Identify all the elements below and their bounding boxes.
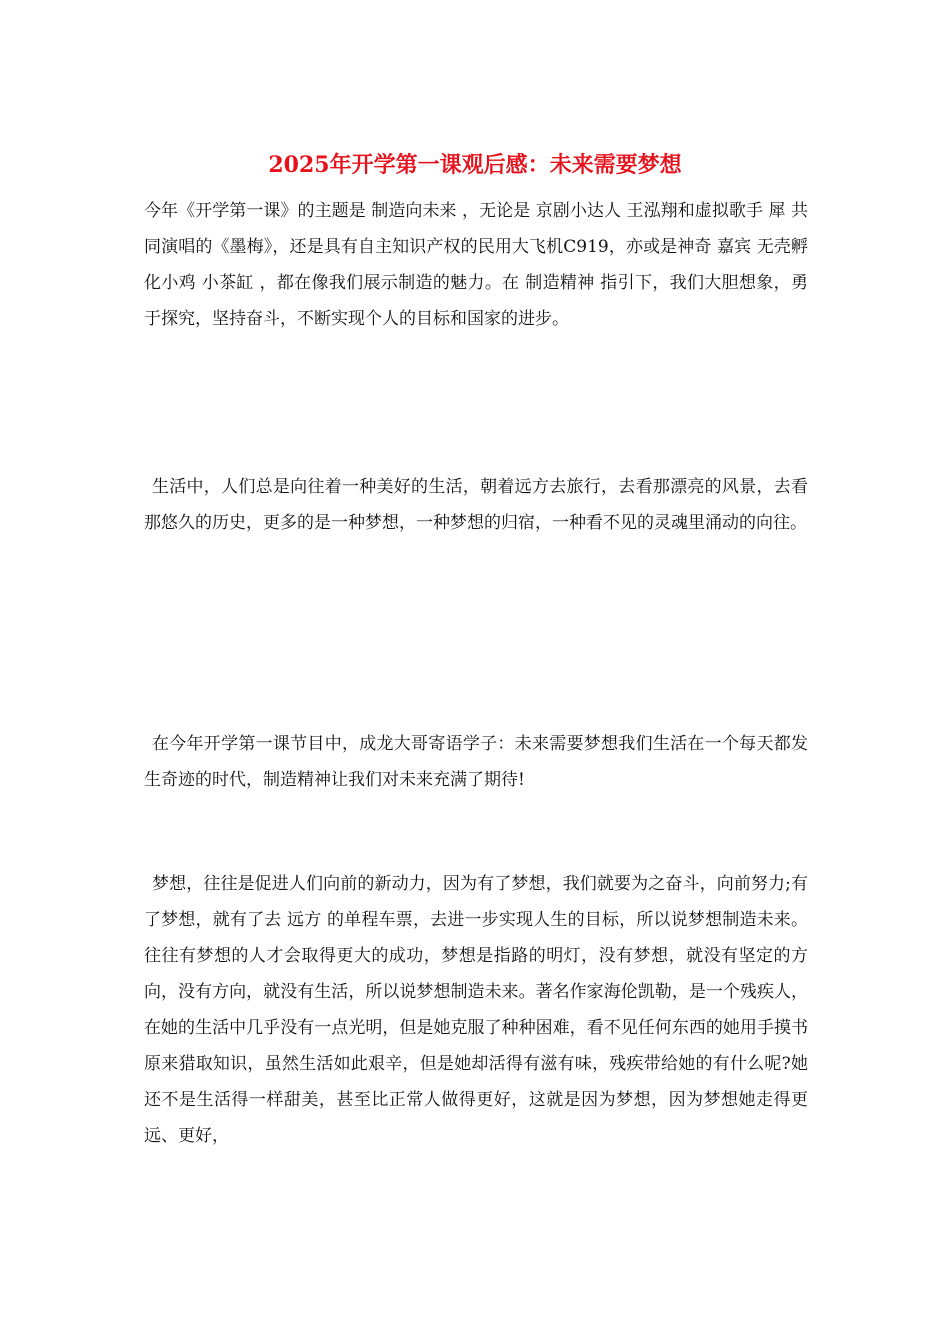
page-title: 2025年开学第一课观后感：未来需要梦想: [268, 152, 682, 178]
paragraph-jackie-chan: 在今年开学第一课节目中，成龙大哥寄语学子：未来需要梦想我们生活在一个每天都发生奇迹的时代，制造精神让我们对未来充满了期待!: [144, 734, 808, 790]
paragraph-dreams: 梦想，往往是促进人们向前的新动力，因为有了梦想，我们就要为之奋斗，向前努力;有了梦想，就有了去 远方 的单程车票，去进一步实现人生的目标，所以说梦想制造未来。往往有梦想的人才会取得更大的成功，梦想是指路的明灯，没有梦想，就没有坚定的方向，没有方向，就没有生活，所以说梦想制造未来。著名作家海伦凯勒，是一个残疾人，在她的生活中几乎没有一点光明，但是她克服了种种困难，看不见任何东西的她用手摸书原来猎取知识，虽然生活如此艰辛，但是她却活得有滋有味，残疾带给她的有什么呢?她还不是生活得一样甜美，甚至比正常人做得更好，这就是因为梦想，因为梦想她走得更远、更好，: [144, 874, 808, 1146]
paragraph-life: 生活中，人们总是向往着一种美好的生活，朝着远方去旅行，去看那漂亮的风景，去看那悠久的历史，更多的是一种梦想，一种梦想的归宿，一种看不见的灵魂里涌动的向往。: [144, 477, 808, 533]
paragraph-theme: 今年《开学第一课》的主题是 制造向未来 ，无论是 京剧小达人 王泓翔和虚拟歌手 犀 共同演唱的《墨梅》，还是具有自主知识产权的民用大飞机C919，亦或是神奇 嘉宾 无壳孵化小鸡 小茶缸 ，都在像我们展示制造的魅力。在 制造精神 指引下，我们大胆想象，勇于探究，坚持奋斗，不断实现个人的目标和国家的进步。: [144, 201, 808, 329]
